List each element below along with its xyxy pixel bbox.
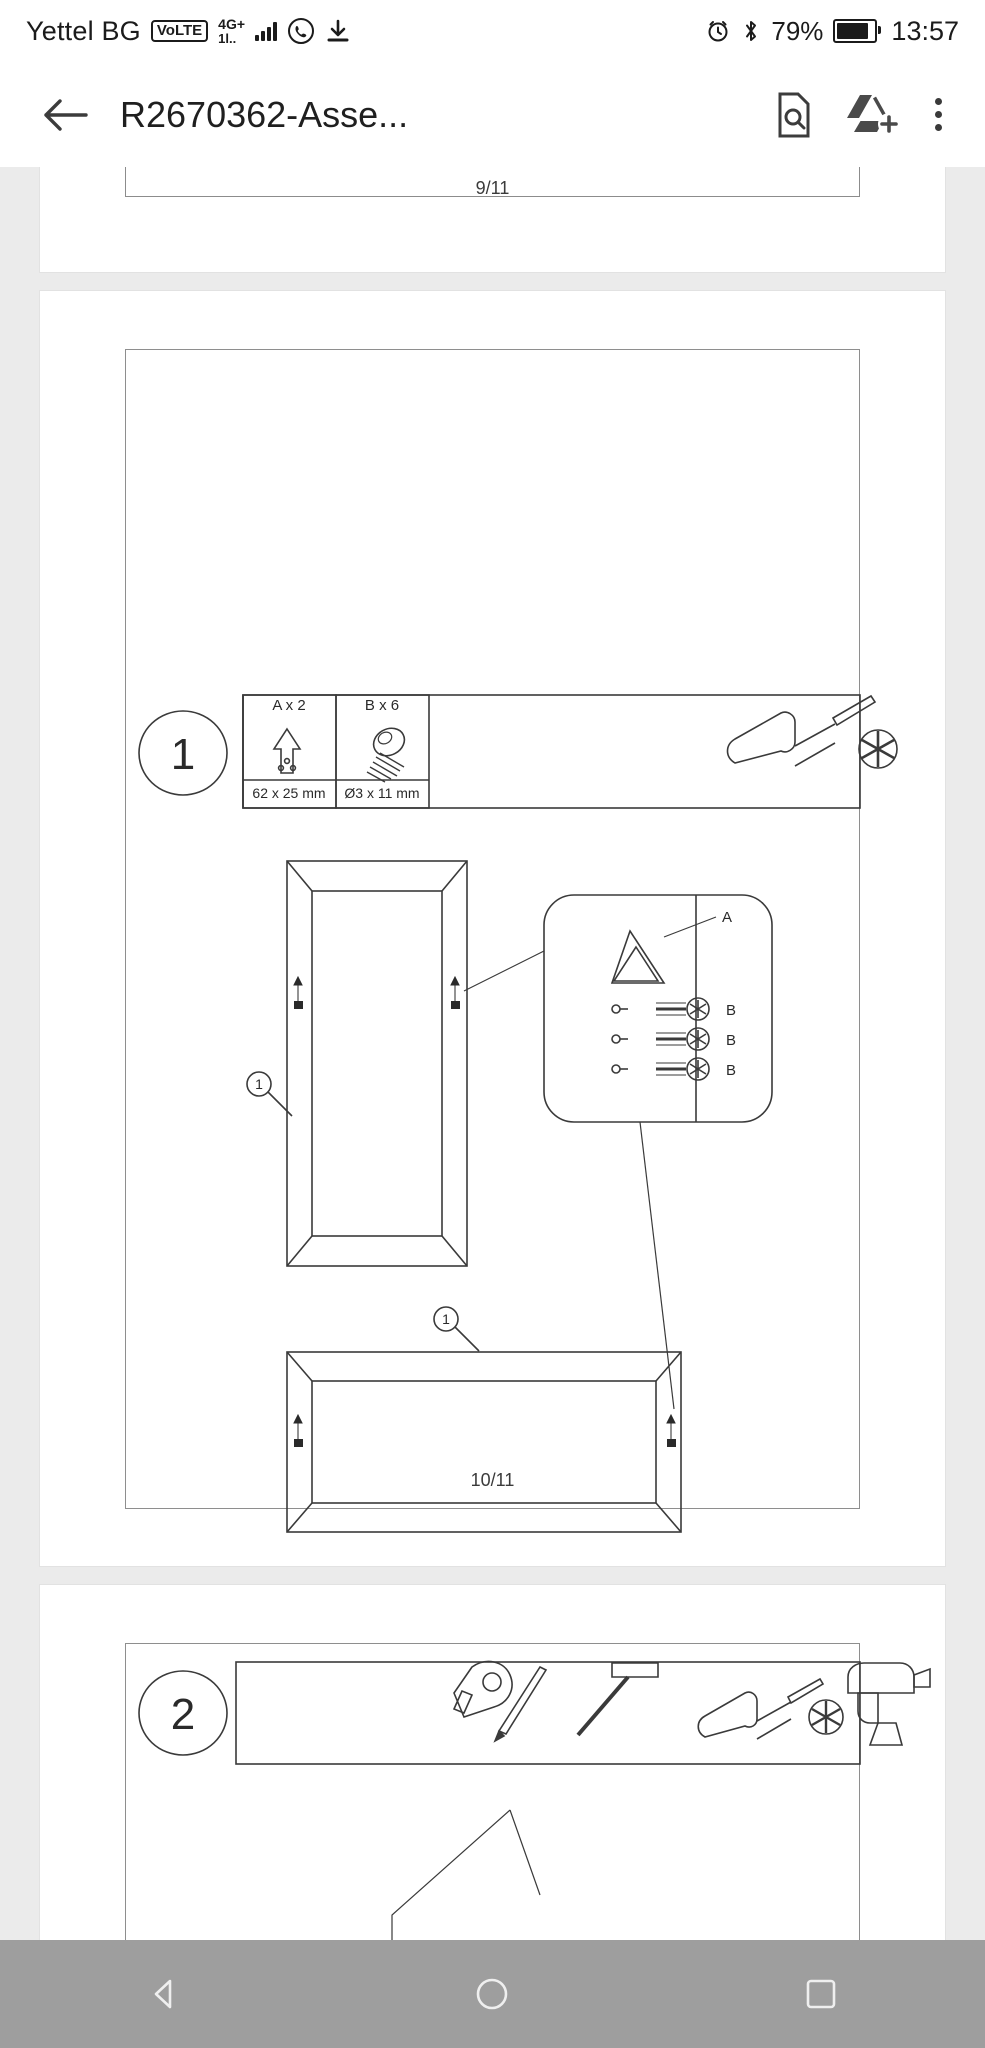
svg-text:1: 1 xyxy=(255,1076,263,1092)
battery-icon xyxy=(833,19,877,43)
svg-text:62 x 25 mm: 62 x 25 mm xyxy=(252,785,326,801)
overflow-menu-icon[interactable] xyxy=(911,76,965,154)
status-bar-left xyxy=(26,16,351,47)
drive-add-icon[interactable] xyxy=(833,76,911,154)
nav-recents-button[interactable] xyxy=(766,1940,876,2048)
status-bar xyxy=(0,0,985,62)
assembly-diagram-step-1 xyxy=(40,291,945,1566)
svg-text:2: 2 xyxy=(170,1690,196,1739)
svg-text:1: 1 xyxy=(442,1311,450,1327)
page-search-icon[interactable] xyxy=(755,76,833,154)
back-button[interactable] xyxy=(34,84,96,146)
document-page-9 xyxy=(40,167,945,272)
svg-text:B x 6: B x 6 xyxy=(364,697,400,714)
bluetooth-icon xyxy=(741,18,761,44)
signal-bars-icon xyxy=(255,21,277,41)
page-10-number: 10/11 xyxy=(470,1470,515,1490)
document-page-10 xyxy=(40,291,945,1566)
app-bar xyxy=(0,62,985,167)
carrier-label: Yettel BG xyxy=(26,15,141,46)
viber-icon xyxy=(287,17,315,45)
network-type-icon: 4G+ 1l.. xyxy=(218,16,246,46)
alarm-icon xyxy=(705,18,731,44)
download-icon xyxy=(325,18,351,44)
svg-text:B: B xyxy=(726,1002,737,1019)
svg-text:A x 2: A x 2 xyxy=(272,697,306,714)
svg-text:B: B xyxy=(726,1062,737,1079)
status-bar-right xyxy=(705,16,959,47)
nav-back-button[interactable] xyxy=(109,1940,219,2048)
page-title: R2670362-Asse... xyxy=(120,93,409,135)
svg-text:B: B xyxy=(726,1032,737,1049)
clock-label: 13:57 xyxy=(891,15,959,46)
page-9-number: 9/11 xyxy=(475,178,510,198)
svg-text:A: A xyxy=(722,909,733,926)
svg-text:Ø3 x 11 mm: Ø3 x 11 mm xyxy=(344,785,420,801)
battery-percent-label: 79% xyxy=(771,15,824,46)
system-navigation-bar xyxy=(0,1940,985,2048)
volte-icon: VoLTE xyxy=(151,20,208,43)
nav-home-button[interactable] xyxy=(437,1940,547,2048)
svg-text:1: 1 xyxy=(170,730,196,779)
document-viewer[interactable] xyxy=(0,167,985,2048)
